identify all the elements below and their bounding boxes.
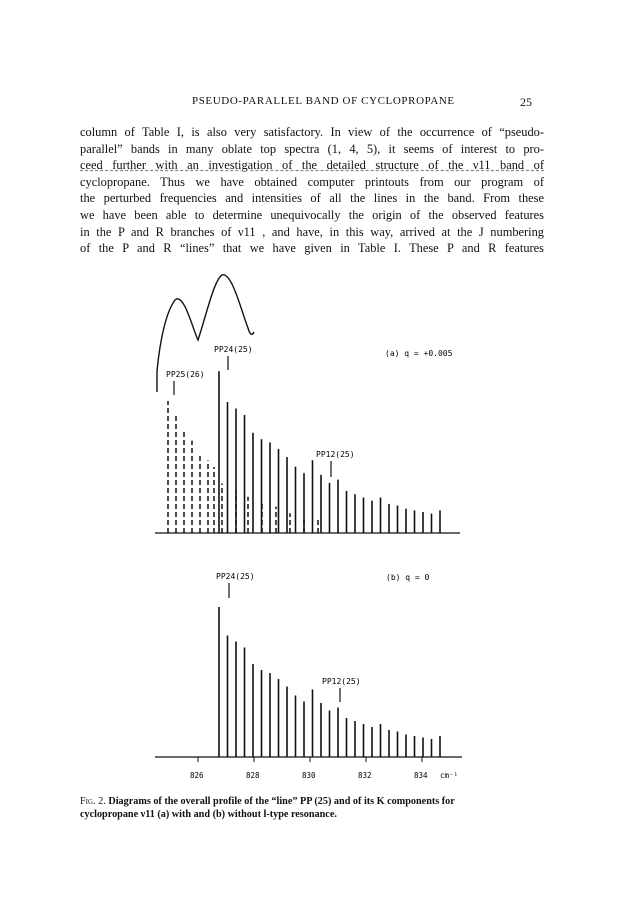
body-line: of the P and R “lines” that we have given in Table I. These P and R features bbox=[80, 241, 544, 256]
x-tick-label: 834 bbox=[414, 771, 428, 780]
annotation-text: PP25(26) bbox=[166, 370, 205, 379]
figure-caption bbox=[80, 795, 550, 821]
panel-b-label: (b) q = 0 bbox=[386, 573, 430, 582]
annotation-pp24-25-b bbox=[216, 572, 255, 598]
annotation-text: PP12(25) bbox=[322, 677, 361, 686]
annotation-pp24-25-a bbox=[214, 345, 253, 370]
caption-text-2: cyclopropane ν11 (a) with and (b) without l-type resonance. bbox=[80, 809, 337, 820]
annotation-text: PP24(25) bbox=[214, 345, 253, 354]
x-axis-unit: cm⁻¹ bbox=[440, 771, 459, 780]
annotation-pp12-25-b bbox=[322, 677, 361, 702]
body-line: ceed further with an investigation of the detailed structure of the ν11 band of bbox=[80, 158, 544, 173]
caption-text-1: Diagrams of the overall profile of the “line” PP (25) and of its K components for bbox=[108, 796, 455, 807]
annotation-text: PP24(25) bbox=[216, 572, 255, 581]
page-number: 25 bbox=[520, 95, 532, 109]
panel-a-label: (a) q = +0.005 bbox=[385, 349, 453, 358]
annotation-pp25-26 bbox=[166, 370, 205, 395]
x-tick-label: 826 bbox=[190, 771, 204, 780]
panel-b bbox=[155, 607, 462, 762]
body-line: column of Table I, is also very satisfactory. In view of the occurrence of “pseudo- bbox=[80, 125, 544, 139]
caption-label: Fig. 2. bbox=[80, 796, 106, 807]
panel-a bbox=[155, 275, 460, 533]
x-tick-label: 830 bbox=[302, 771, 316, 780]
running-title: PSEUDO-PARALLEL BAND OF CYCLOPROPANE bbox=[192, 95, 455, 107]
body-line: the perturbed frequencies and intensities of all the lines in the band. From these bbox=[80, 191, 544, 206]
body-line: cyclopropane. Thus we have obtained computer printouts from our program of bbox=[80, 174, 544, 189]
body-line: in the P and R branches of ν11 , and have, in this way, arrived at the J numbering bbox=[80, 224, 544, 239]
annotation-pp12-25-a bbox=[316, 450, 355, 477]
x-tick-label: 832 bbox=[358, 771, 372, 780]
x-tick-label: 828 bbox=[246, 771, 260, 780]
annotation-text: PP12(25) bbox=[316, 450, 355, 459]
body-line: parallel” bands in many oblate top spectra (1, 4, 5), it seems of interest to pro- bbox=[80, 141, 544, 156]
profile-curve bbox=[157, 275, 254, 371]
body-line: we have been able to determine unequivocally the origin of the observed features bbox=[80, 207, 544, 222]
